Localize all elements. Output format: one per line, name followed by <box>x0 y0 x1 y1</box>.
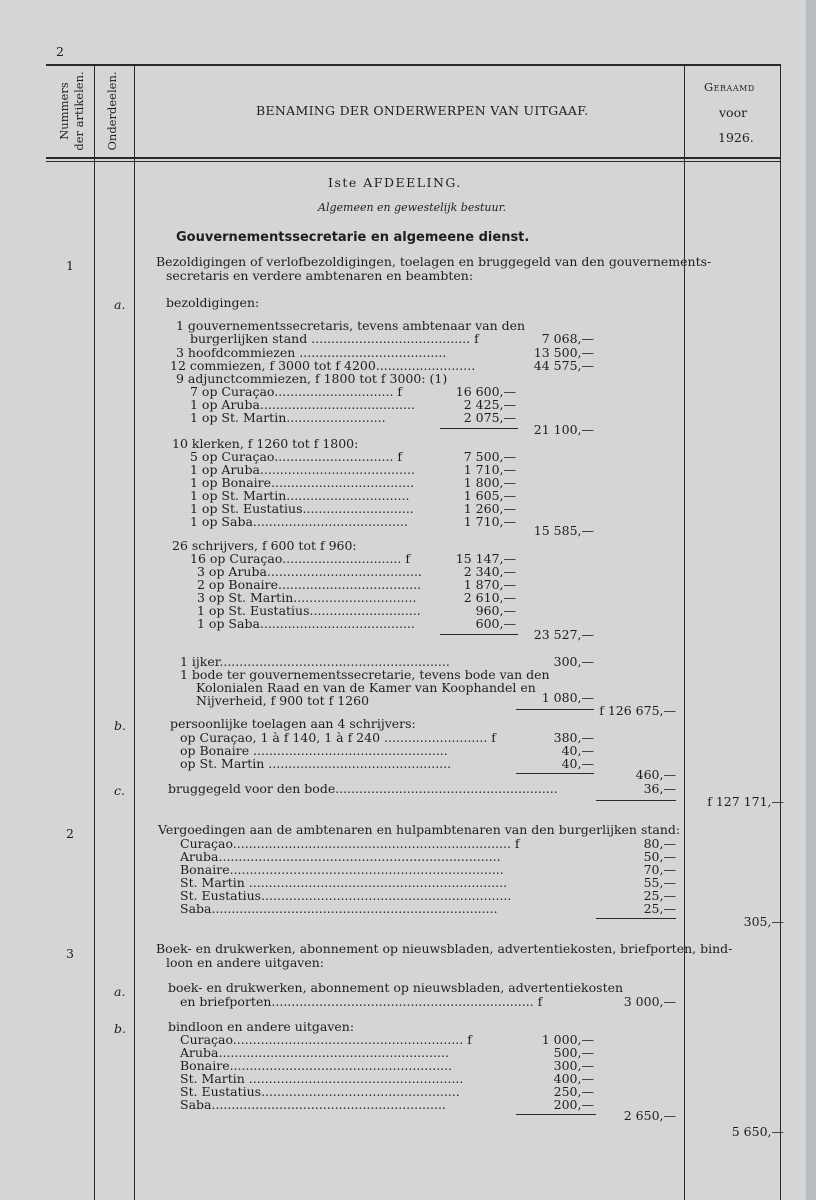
schrijvers-st-eustatius: 1 op St. Eustatius............................ <box>197 603 421 618</box>
schrijvers-sum: 23 527,— <box>533 627 594 642</box>
art3-a-marker: a. <box>114 984 126 999</box>
art1-c-value: 36,— <box>643 781 676 796</box>
art3-a-value: 3 000,— <box>623 994 676 1009</box>
bindloon-st-martin-value: 400,— <box>553 1071 594 1086</box>
schrijvers-st-martin-value: 2 610,— <box>463 590 516 605</box>
bindloon-bonaire-value: 300,— <box>553 1058 594 1073</box>
schrijvers-heading: 26 schrijvers, f 600 tot f 960: <box>172 538 357 553</box>
vergoeding-curacao: Curaçao...................................................................... f <box>180 836 520 851</box>
header-voor: voor <box>719 105 748 120</box>
bindloon-saba-value: 200,— <box>553 1097 594 1112</box>
a-total-rule <box>516 709 594 710</box>
bindloon-st-martin: St. Martin ...................................................... <box>180 1071 464 1086</box>
bindloon-aruba: Aruba.......................................................... <box>180 1045 449 1060</box>
art2-total: 305,— <box>743 914 784 929</box>
bindloon-st-eustatius-value: 250,— <box>553 1084 594 1099</box>
vergoeding-st-eustatius-value: 25,— <box>643 888 676 903</box>
schrijvers-st-martin: 3 op St. Martin............................... <box>197 590 417 605</box>
col-divider-1 <box>94 64 95 1200</box>
art3-text-line2: loon en andere uitgaven: <box>166 955 324 970</box>
klerken-bonaire: 1 op Bonaire.................................... <box>190 475 415 490</box>
bode-line3: Nijverheid, f 900 tot f 1260 <box>196 693 370 708</box>
art3-b-sum: 2 650,— <box>623 1108 676 1123</box>
art1-value-hoofdcommiezen: 13 500,— <box>533 345 594 360</box>
vergoeding-aruba: Aruba....................................................................... <box>180 849 501 864</box>
art2-sum-rule <box>596 918 676 919</box>
art3-b-label: bindloon en andere uitgaven: <box>168 1019 355 1034</box>
art1-a-marker: a. <box>114 297 126 312</box>
schrijvers-curacao: 16 op Curaçao.............................. f <box>190 551 410 566</box>
adjunct-curacao: 7 op Curaçao.............................. f <box>190 384 403 399</box>
adjunct-aruba: 1 op Aruba....................................... <box>190 397 415 412</box>
art1-total: f 127 171,— <box>707 794 784 809</box>
vergoeding-bonaire-value: 70,— <box>643 862 676 877</box>
vergoeding-aruba-value: 50,— <box>643 849 676 864</box>
art3-b-sum-rule <box>516 1114 596 1115</box>
klerken-st-martin: 1 op St. Martin............................... <box>190 488 410 503</box>
col-divider-4 <box>780 64 781 1200</box>
col-divider-2 <box>134 64 135 1200</box>
art1-line-secretaris-b: burgerlijken stand ........................................ f <box>190 331 479 346</box>
schrijvers-saba: 1 op Saba....................................... <box>197 616 415 631</box>
art3-number: 3 <box>66 946 74 961</box>
art1-line-hoofdcommiezen: 3 hoofdcommiezen ..................................... <box>176 345 447 360</box>
art1-number: 1 <box>66 258 74 273</box>
header-bottom-rule <box>46 157 780 159</box>
adjunct-st-martin-value: 2 075,— <box>463 410 516 425</box>
header-col-artikelen-line1: Nummers <box>57 82 71 140</box>
adjunct-curacao-value: 16 600,— <box>455 384 516 399</box>
b-sum-rule <box>516 773 594 774</box>
klerken-st-martin-value: 1 605,— <box>463 488 516 503</box>
adjunct-aruba-value: 2 425,— <box>463 397 516 412</box>
klerken-curacao-value: 7 500,— <box>463 449 516 464</box>
schrijvers-sum-rule <box>440 634 518 635</box>
art1-c-marker: c. <box>114 783 125 798</box>
bode-value: 1 080,— <box>541 690 594 705</box>
schrijvers-aruba-value: 2 340,— <box>463 564 516 579</box>
adjunct-sum-rule <box>440 428 518 429</box>
art1-total-rule <box>596 800 676 801</box>
art3-b-marker: b. <box>114 1021 126 1036</box>
klerken-aruba: 1 op Aruba....................................... <box>190 462 415 477</box>
schrijvers-saba-value: 600,— <box>475 616 516 631</box>
klerken-saba-value: 1 710,— <box>463 514 516 529</box>
afdeeling-title: Iste AFDEELING. <box>328 175 462 190</box>
klerken-st-eustatius-value: 1 260,— <box>463 501 516 516</box>
art3-total: 5 650,— <box>731 1124 784 1139</box>
header-geraamd: Geraamd <box>704 80 755 94</box>
header-col-artikelen-line2: der artikelen. <box>72 71 86 151</box>
bindloon-curacao: Curaçao.......................................................... f <box>180 1032 472 1047</box>
art1-c-label: bruggegeld voor den bode........................................................ <box>168 781 558 796</box>
header-top-rule <box>46 64 780 66</box>
section-heading: Gouvernementssecretarie en algemeene dienst. <box>176 230 530 245</box>
schrijvers-bonaire-value: 1 870,— <box>463 577 516 592</box>
art1-text-line1: Bezoldigingen of verlofbezoldigingen, toelagen en bruggegeld van den gouvernements- <box>156 254 712 269</box>
art1-b-marker: b. <box>114 718 126 733</box>
schrijvers-curacao-value: 15 147,— <box>455 551 516 566</box>
header-title: BENAMING DER ONDERWERPEN VAN UITGAAF. <box>256 103 589 118</box>
art1-line-commiezen: 12 commiezen, f 3000 tot f 4200......................... <box>170 358 476 373</box>
art1-line-adjunct: 9 adjunctcommiezen, f 1800 tot f 3000: (1) <box>176 371 448 386</box>
header-col-artikelen <box>57 63 91 159</box>
adjunct-sum: 21 100,— <box>533 422 594 437</box>
toelage-curacao: op Curaçao, 1 à f 140, 1 à f 240 .......................... f <box>180 730 496 745</box>
bindloon-aruba-value: 500,— <box>553 1045 594 1060</box>
art3-a-line2: en briefporten.................................................................. f <box>180 994 543 1009</box>
toelage-st-martin: op St. Martin .............................................. <box>180 756 452 771</box>
header-bottom-rule-2 <box>46 161 780 162</box>
page-number: 2 <box>56 44 64 59</box>
bindloon-curacao-value: 1 000,— <box>541 1032 594 1047</box>
adjunct-st-martin: 1 op St. Martin......................... <box>190 410 386 425</box>
page-edge <box>806 0 816 1200</box>
klerken-aruba-value: 1 710,— <box>463 462 516 477</box>
bindloon-st-eustatius: St. Eustatius.................................................. <box>180 1084 460 1099</box>
ijker-value: 300,— <box>553 654 594 669</box>
toelage-bonaire-value: 40,— <box>561 743 594 758</box>
klerken-st-eustatius: 1 op St. Eustatius............................ <box>190 501 414 516</box>
vergoeding-curacao-value: 80,— <box>643 836 676 851</box>
art2-number: 2 <box>66 826 74 841</box>
toelage-st-martin-value: 40,— <box>561 756 594 771</box>
art1-b-label: persoonlijke toelagen aan 4 schrijvers: <box>170 716 416 731</box>
schrijvers-aruba: 3 op Aruba....................................... <box>197 564 422 579</box>
toelage-bonaire: op Bonaire ................................................. <box>180 743 448 758</box>
col-divider-3 <box>684 64 685 1200</box>
art2-text: Vergoedingen aan de ambtenaren en hulpambtenaren van den burgerlijken stand: <box>158 822 681 837</box>
art1-value-commiezen: 44 575,— <box>533 358 594 373</box>
bindloon-saba: Saba........................................................... <box>180 1097 446 1112</box>
bindloon-bonaire: Bonaire........................................................ <box>180 1058 453 1073</box>
art3-a-line1: boek- en drukwerken, abonnement op nieuwsbladen, advertentiekosten <box>168 980 624 995</box>
bode-line2: Kolonialen Raad en van de Kamer van Koophandel en <box>196 680 536 695</box>
vergoeding-saba: Saba........................................................................ <box>180 901 498 916</box>
vergoeding-st-eustatius: St. Eustatius............................................................... <box>180 888 512 903</box>
klerken-heading: 10 klerken, f 1260 tot f 1800: <box>172 436 359 451</box>
ijker-line: 1 ijker.......................................................... <box>180 654 450 669</box>
vergoeding-st-martin: St. Martin ................................................................. <box>180 875 508 890</box>
header-year: 1926. <box>718 130 754 145</box>
art1-b-sum: 460,— <box>635 767 676 782</box>
schrijvers-st-eustatius-value: 960,— <box>475 603 516 618</box>
header-col-onderdeelen: Onderdeelen. <box>105 71 119 151</box>
art3-text-line1: Boek- en drukwerken, abonnement op nieuwsbladen, advertentiekosten, briefporten, bind- <box>156 941 733 956</box>
art1-a-total: f 126 675,— <box>599 703 676 718</box>
klerken-saba: 1 op Saba....................................... <box>190 514 408 529</box>
bode-line1: 1 bode ter gouvernementssecretarie, tevens bode van den <box>180 667 550 682</box>
vergoeding-st-martin-value: 55,— <box>643 875 676 890</box>
schrijvers-bonaire: 2 op Bonaire.................................... <box>197 577 422 592</box>
vergoeding-bonaire: Bonaire..................................................................... <box>180 862 504 877</box>
art1-line-secretaris-a: 1 gouvernementssecretaris, tevens ambtenaar van den <box>176 318 526 333</box>
toelage-curacao-value: 380,— <box>553 730 594 745</box>
klerken-bonaire-value: 1 800,— <box>463 475 516 490</box>
klerken-sum: 15 585,— <box>533 523 594 538</box>
art1-value-secretaris: 7 068,— <box>541 331 594 346</box>
klerken-curacao: 5 op Curaçao.............................. f <box>190 449 403 464</box>
vergoeding-saba-value: 25,— <box>643 901 676 916</box>
art1-text-line2: secretaris en verdere ambtenaren en beambten: <box>166 268 474 283</box>
art1-a-label: bezoldigingen: <box>166 295 260 310</box>
section-subtitle: Algemeen en gewestelijk bestuur. <box>318 201 507 214</box>
